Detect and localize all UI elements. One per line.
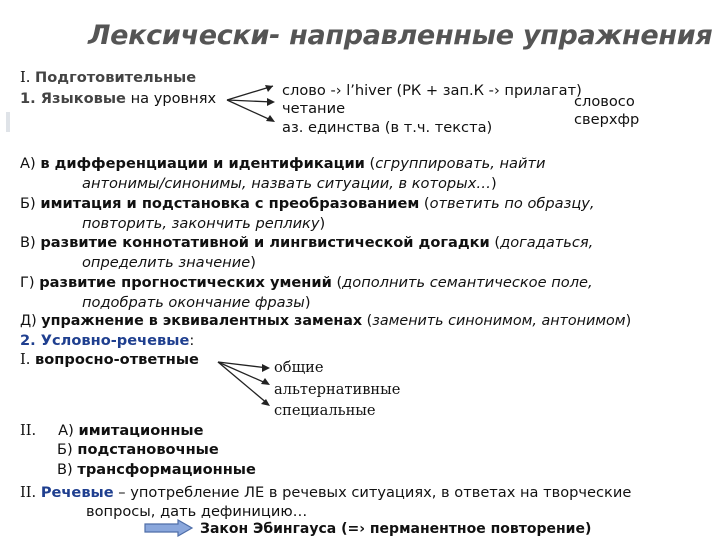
item-v-bold: развитие коннотативной и лингвистической догадки [40,234,490,251]
sub-a: II. А) имитационные [20,422,204,439]
item-v-italic-2: определить значение [82,253,251,271]
qa-arrows [216,356,278,416]
item-a-bold: в дифференциации и идентификации [40,155,365,172]
level-unit: аз. единства (в т.ч. текста) [282,119,493,136]
item-b-bold: имитация и подстановка с преобразованием [40,195,420,212]
speech-line-1 [20,484,631,502]
decorative-mark [6,112,10,132]
on-levels-text: на уровнях [125,90,217,107]
overlap-word: словосо [574,93,635,110]
qa-label: вопросно-ответные [35,351,199,368]
level-combination: четание [282,100,346,117]
sub-b: Б) подстановочные [57,441,219,458]
item-d: Д) упражнение в эквивалентных заменах (заменить синонимом, антонимом) [20,313,632,329]
overlap-super: сверхфр [574,111,640,128]
sub-v-label: трансформационные [77,461,256,478]
roman-two: II. [20,422,37,439]
conditional-heading: 2. Условно-речевые: [20,332,195,349]
item-g-italic-1: дополнить семантическое поле, [342,274,593,291]
sub-a-label: имитационные [78,422,204,439]
preparatory-heading [20,69,196,87]
item-b-italic-1: ответить по образцу, [429,195,595,212]
item-g: Г) развитие прогностических умений (дополнить семантическое поле, подобрать окончание фразы) [20,274,593,311]
num-one: 1. [20,90,41,107]
qa-type-general: общие [274,359,324,376]
qa-heading [20,351,199,369]
item-a-italic-2: антонимы/синонимы, назвать ситуации, в которых… [82,174,491,192]
sub-b-label: подстановочные [77,441,219,458]
item-a: А) в дифференциации и идентификации (сгруппировать, найти антонимы/синонимы, назвать ситуации, в которых…) [20,155,546,192]
item-g-italic-2: подобрать окончание фразы [82,293,305,311]
speech-label: Речевые [40,484,114,501]
lingual-label: Языковые [40,90,126,107]
speech-text-1: – употребление ЛЕ в речевых ситуациях, в ответах на творческие [113,484,632,501]
law-arrow-icon [144,519,194,537]
item-b-italic-2: повторить, закончить реплику [82,214,320,232]
item-v-italic-1: догадаться, [500,234,594,251]
item-v: В) развитие коннотативной и лингвистической догадки (догадаться, определить значение) [20,234,594,271]
page-title: Лексически- направленные упражнения [88,20,713,51]
item-d-italic: заменить синонимом, антонимом [372,313,626,329]
roman-one: I. [20,69,36,86]
sub-v: В) трансформационные [57,461,256,478]
lingual-heading [20,90,216,108]
preparatory-label: Подготовительные [35,69,197,86]
item-b: Б) имитация и подстановка с преобразованием (ответить по образцу, повторить, закончить реплику) [20,195,595,232]
law-text: Закон Эбингауса (=› перманентное повторение) [200,521,592,537]
item-d-bold: упражнение в эквивалентных заменах [41,313,363,329]
levels-arrows [225,76,285,136]
item-g-bold: развитие прогностических умений [39,274,332,291]
item-a-italic-1: сгруппировать, найти [375,155,546,172]
roman-one-qa: I. [20,351,36,368]
speech-line-2: вопросы, дать дефиницию… [86,503,308,520]
level-word: слово -› l’hiver (РК + зап.К -› прилагат) [282,82,582,99]
conditional-label: 2. Условно-речевые [20,332,190,349]
roman-two-speech: II. [20,484,41,501]
qa-type-alternative: альтернативные [274,381,401,398]
qa-type-special: специальные [274,402,376,419]
